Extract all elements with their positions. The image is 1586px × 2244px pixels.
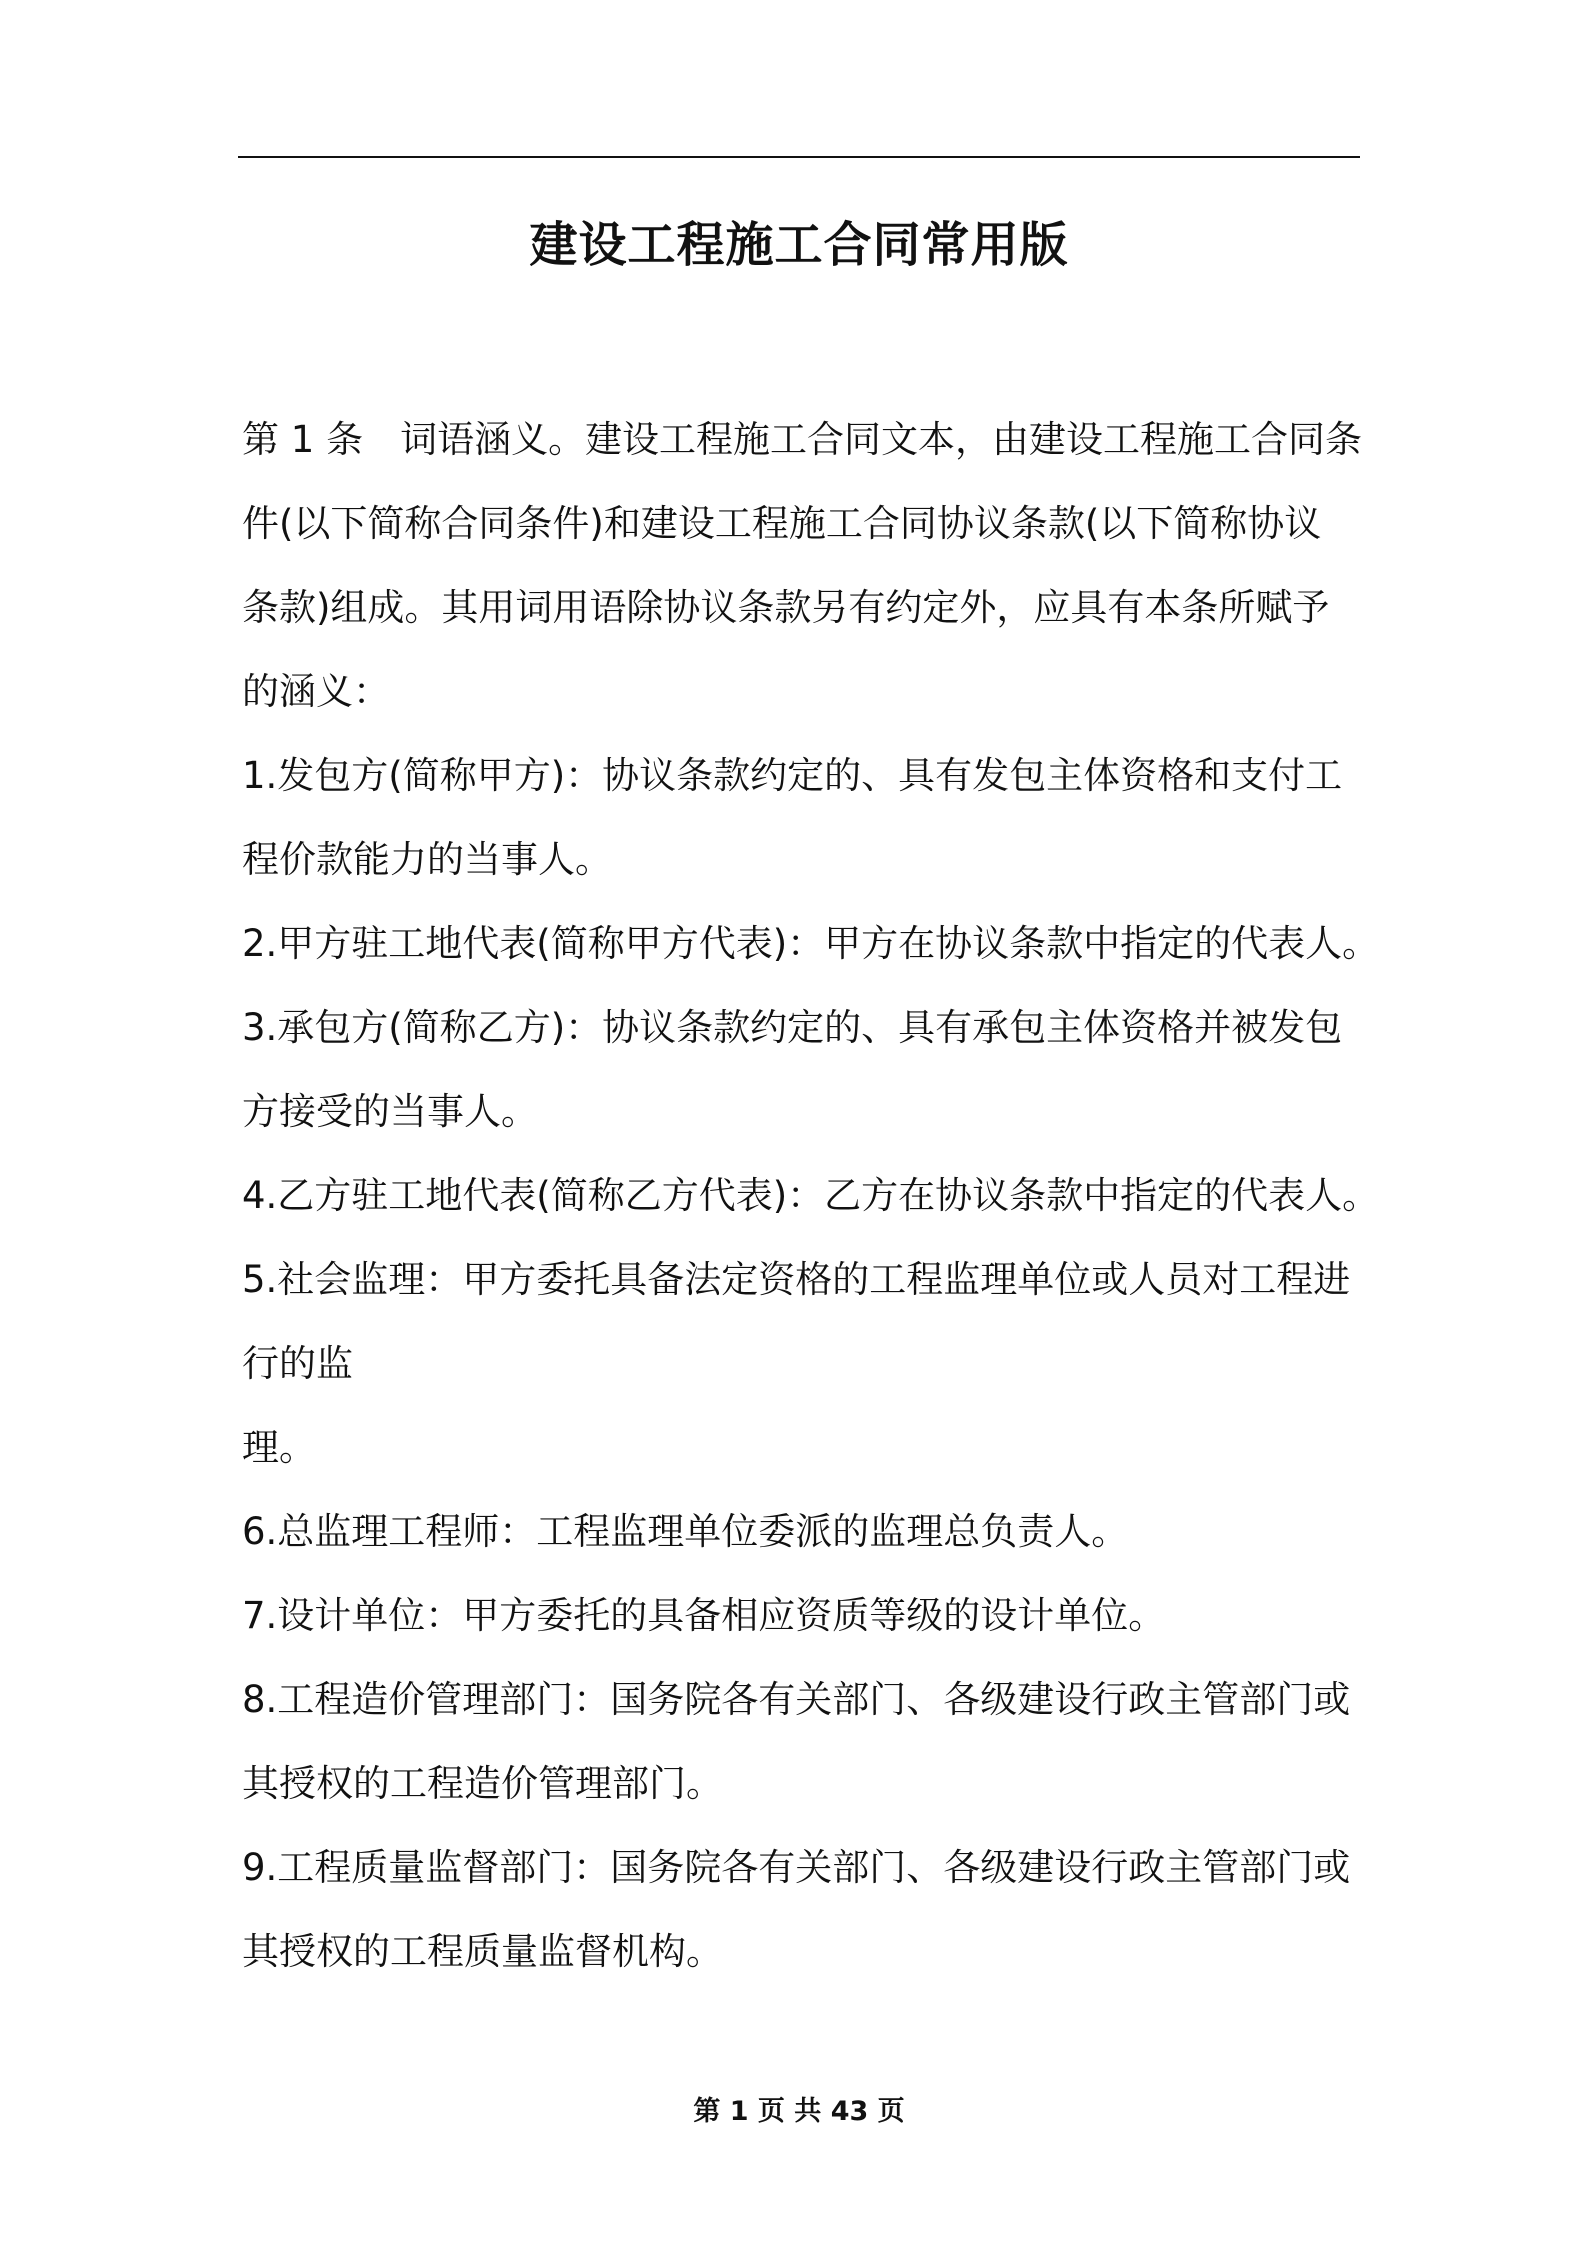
- document-body: [242, 398, 1380, 1994]
- page-number-footer: 第 1 页 共 43 页: [693, 2096, 905, 2127]
- body-line: 2.甲方驻工地代表(简称甲方代表)：甲方在协议条款中指定的代表人。: [242, 922, 1380, 965]
- body-line: 件(以下简称合同条件)和建设工程施工合同协议条款(以下简称协议: [242, 502, 1322, 545]
- body-line: 其授权的工程质量监督机构。: [242, 1930, 723, 1973]
- body-line: 其授权的工程造价管理部门。: [242, 1762, 723, 1805]
- body-line: 5.社会监理：甲方委托具备法定资格的工程监理单位或人员对工程进: [242, 1258, 1351, 1301]
- body-line: 7.设计单位：甲方委托的具备相应资质等级的设计单位。: [242, 1594, 1166, 1637]
- header-rule: [238, 156, 1360, 158]
- body-line: 行的监: [242, 1342, 353, 1385]
- body-line: 9.工程质量监督部门：国务院各有关部门、各级建设行政主管部门或: [242, 1846, 1351, 1889]
- body-line: 方接受的当事人。: [242, 1090, 538, 1133]
- body-line: 3.承包方(简称乙方)：协议条款约定的、具有承包主体资格并被发包: [242, 1006, 1343, 1049]
- document-title: 建设工程施工合同常用版: [529, 217, 1069, 273]
- body-line: 1.发包方(简称甲方)：协议条款约定的、具有发包主体资格和支付工: [242, 754, 1343, 797]
- body-line: 程价款能力的当事人。: [242, 838, 612, 881]
- body-line: 4.乙方驻工地代表(简称乙方代表)：乙方在协议条款中指定的代表人。: [242, 1174, 1380, 1217]
- body-line: 理。: [242, 1426, 316, 1469]
- body-line: 6.总监理工程师：工程监理单位委派的监理总负责人。: [242, 1510, 1129, 1553]
- body-line: 第 1 条 词语涵义。建设工程施工合同文本，由建设工程施工合同条: [242, 418, 1363, 461]
- body-line: 的涵义：: [242, 670, 390, 713]
- body-line: 条款)组成。其用词用语除协议条款另有约定外，应具有本条所赋予: [242, 586, 1330, 629]
- body-line: 8.工程造价管理部门：国务院各有关部门、各级建设行政主管部门或: [242, 1678, 1351, 1721]
